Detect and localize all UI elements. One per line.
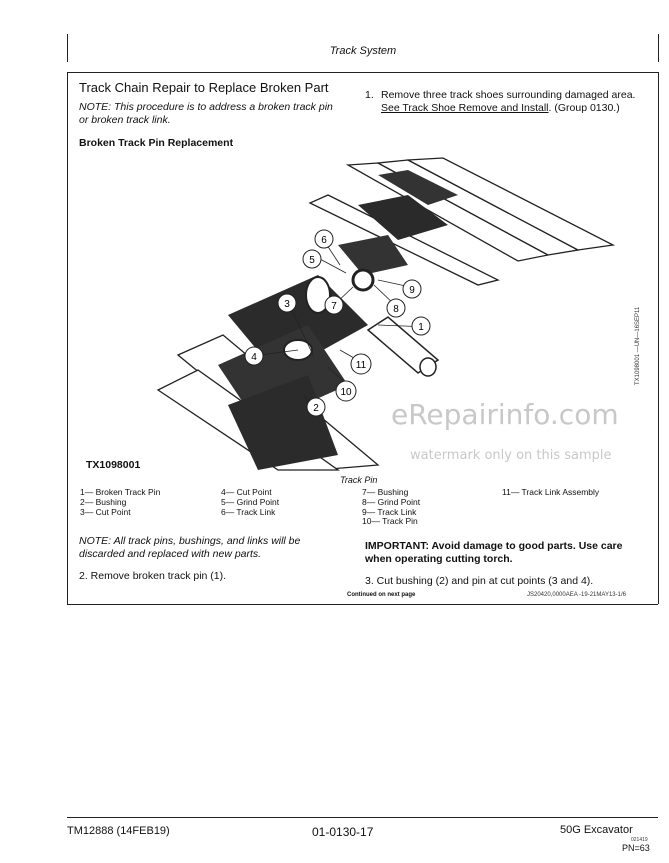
step1-block [381,89,651,115]
footer-page: 01-0130-17 [312,825,374,839]
continued-note: Continued on next page [347,592,416,598]
legend-item: 8— Grind Point [362,496,421,507]
important-note: IMPORTANT: Avoid damage to good parts. Use care when operating cutting torch. [365,540,623,565]
callout-3 [278,294,296,312]
box-left-rule [67,72,68,604]
section-header: Track System [329,45,397,57]
callout-7 [325,296,343,314]
svg-text:2: 2 [313,403,319,414]
step1-text: Remove three track shoes surrounding damaged area. [381,89,636,101]
legend-item: 4— Cut Point [221,487,272,497]
callout-5 [303,250,321,268]
step1-tail: . (Group 0130.) [548,102,620,114]
watermark-note: watermark only on this sample [410,448,612,463]
procedure-title: Track Chain Repair to Replace Broken Part [79,80,329,95]
callout-11 [351,354,371,374]
svg-text:3: 3 [284,299,290,310]
svg-text:9: 9 [409,285,415,296]
callout-1 [412,317,430,335]
callout-8 [387,299,405,317]
procedure-note: NOTE: This procedure is to address a broken track pin or broken track link. [79,101,333,126]
footer-model: 50G Excavator [560,824,633,836]
figure-id: TX1098001 [86,459,141,471]
box-bottom-rule [67,604,658,605]
footer-rule [67,817,658,818]
legend-item: 11— Track Link Assembly [502,487,600,497]
legend-item: 1— Broken Track Pin [80,487,161,497]
figure-caption: Track Pin [340,475,378,485]
svg-text:5: 5 [309,255,315,266]
footer-code: 021419 [631,837,648,843]
svg-text:8: 8 [393,304,399,315]
callout-10 [336,381,356,401]
legend-col-3 [362,488,420,527]
footer-pn: PN=63 [622,843,650,853]
discard-note: NOTE: All track pins, bushings, and links will be discarded and replaced with new parts. [79,535,301,560]
figure-side-ref: TX1098001 —UN—16SEP11 [635,306,641,385]
legend-col-1 [80,488,160,517]
legend-item: 7— Bushing [362,487,409,497]
step2-text: 2. Remove broken track pin (1). [79,570,227,582]
doc-reference: JS20420,0000AEA -19-21MAY13-1/6 [527,592,626,598]
watermark-site: eRepairinfo.com [391,398,619,431]
procedure-subheading: Broken Track Pin Replacement [79,137,234,149]
legend-item: 6— Track Link [221,506,276,517]
callout-9 [403,280,421,298]
track-shoes-upper [310,158,613,285]
legend-item: 5— Grind Point [221,496,280,507]
box-right-rule [658,72,659,604]
legend-col-2 [221,488,279,517]
callout-2 [307,398,325,416]
footer-manual: TM12888 (14FEB19) [67,825,170,837]
legend-item: 9— Track Link [362,506,417,517]
legend-col-4 [502,488,599,498]
legend-item: 2— Bushing [80,496,127,507]
step3-text: 3. Cut bushing (2) and pin at cut points (3 and 4). [365,575,594,587]
legend-item: 3— Cut Point [80,506,131,517]
svg-text:4: 4 [251,352,257,363]
svg-text:10: 10 [340,387,352,398]
callout-4 [245,347,263,365]
svg-text:7: 7 [331,301,337,312]
svg-text:11: 11 [355,360,367,371]
svg-text:1: 1 [418,322,424,333]
callout-6 [315,230,333,248]
box-top-rule [67,72,658,73]
step1-number: 1. [365,89,374,101]
svg-text:6: 6 [321,235,327,246]
track-shoe-link[interactable]: See Track Shoe Remove and Install [381,102,549,114]
legend-item: 10— Track Pin [362,516,418,527]
